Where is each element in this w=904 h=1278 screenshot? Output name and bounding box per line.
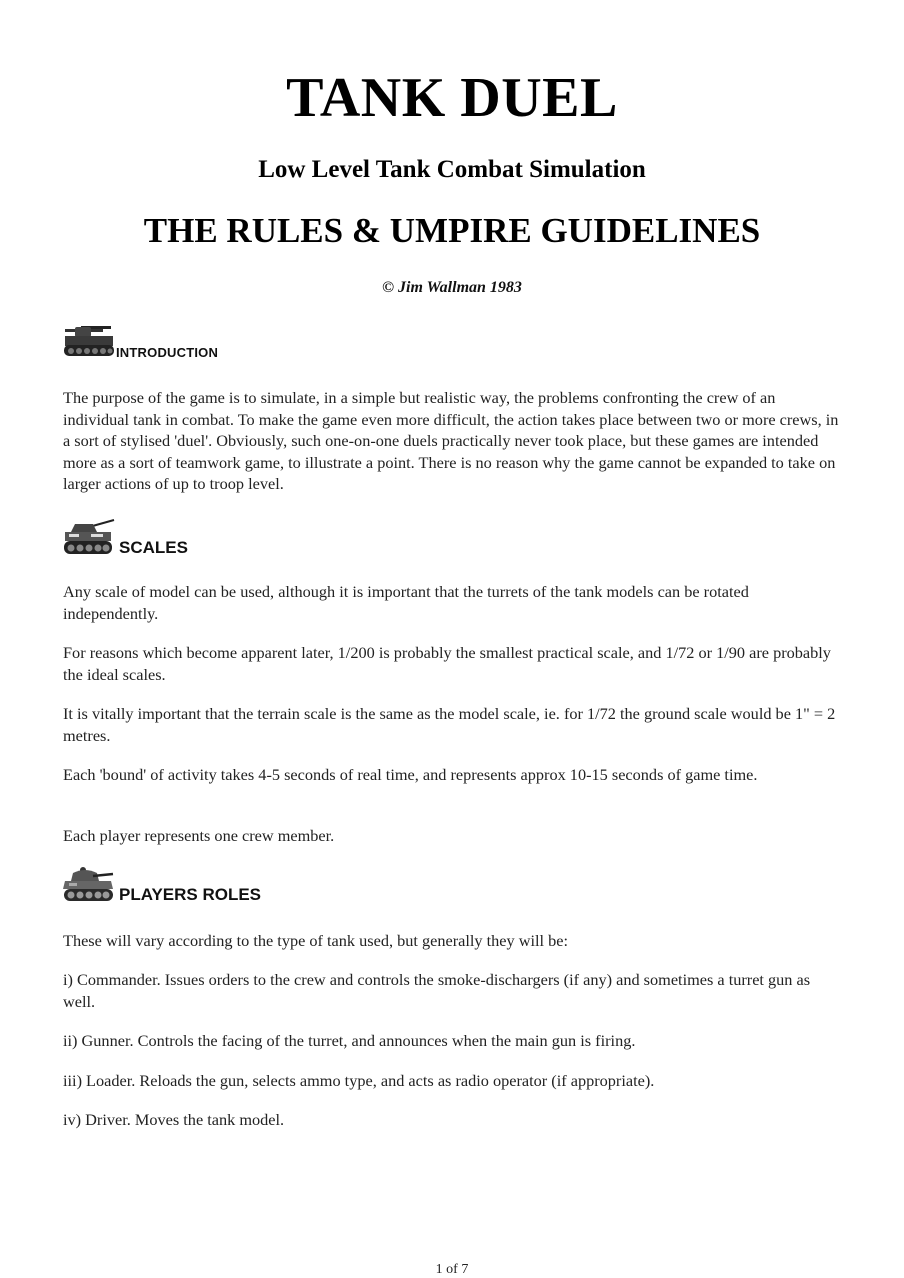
section-heading-players-roles xyxy=(63,865,261,905)
paragraph-scales-4: Each 'bound' of activity takes 4-5 seconds of real time, and represents approx 10-15 seconds of game time. xyxy=(63,765,758,784)
paragraph-players-roles-3: ii) Gunner. Controls the facing of the turret, and announces when the main gun is firing. xyxy=(63,1031,636,1050)
paragraph-players-roles-2: i) Commander. Issues orders to the crew and controls the smoke-dischargers (if any) and sometimes a turret gun as well. xyxy=(63,970,811,1011)
tiger-tank-icon xyxy=(63,323,115,361)
section-title-scales: SCALES xyxy=(119,538,188,557)
page-number: 1 of 7 xyxy=(435,1262,469,1277)
document-title: TANK DUEL xyxy=(286,67,618,129)
document-subtitle: Low Level Tank Combat Simulation xyxy=(258,156,646,183)
paragraph-players-roles-1: These will vary according to the type of tank used, but generally they will be: xyxy=(63,931,569,950)
section-title-players-roles: PLAYERS ROLES xyxy=(119,885,262,904)
section-heading-scales xyxy=(63,518,188,558)
paragraph-scales-5: Each player represents one crew member. xyxy=(63,826,335,845)
paragraph-introduction-1: The purpose of the game is to simulate, in a simple but realistic way, the problems confronting the crew of an individual tank in combat. To make the game even more difficult, the action takes place between two or more crews, in a sort of stylised 'duel'. Obviously, such one-on-one duels practically never took place, but these games are intended more as a sort of teamwork game, to illustrate a point. There is no reason why the game cannot be expanded to take on larger actions of up to troop level. xyxy=(63,388,839,493)
paragraph-scales-1: Any scale of model can be used, although it is important that the turrets of the tank models can be rotated independently. xyxy=(63,582,749,623)
t34-tank-icon xyxy=(63,518,115,558)
copyright-line: © Jim Wallman 1983 xyxy=(382,279,522,296)
paragraph-scales-2: For reasons which become apparent later, 1/200 is probably the smallest practical scale, and 1/72 or 1/90 are probably the ideal scales. xyxy=(63,643,831,684)
section-title-introduction: INTRODUCTION xyxy=(116,345,219,360)
paragraph-players-roles-4: iii) Loader. Reloads the gun, selects ammo type, and acts as radio operator (if appropriate). xyxy=(63,1071,655,1090)
section-heading-introduction xyxy=(63,323,218,361)
paragraph-players-roles-5: iv) Driver. Moves the tank model. xyxy=(63,1110,285,1129)
rules-heading: THE RULES & UMPIRE GUIDELINES xyxy=(143,211,761,250)
paragraph-scales-3: It is vitally important that the terrain scale is the same as the model scale, ie. for 1/72 the ground scale would be 1" = 2 metres. xyxy=(63,704,836,745)
sherman-tank-icon xyxy=(63,865,115,905)
